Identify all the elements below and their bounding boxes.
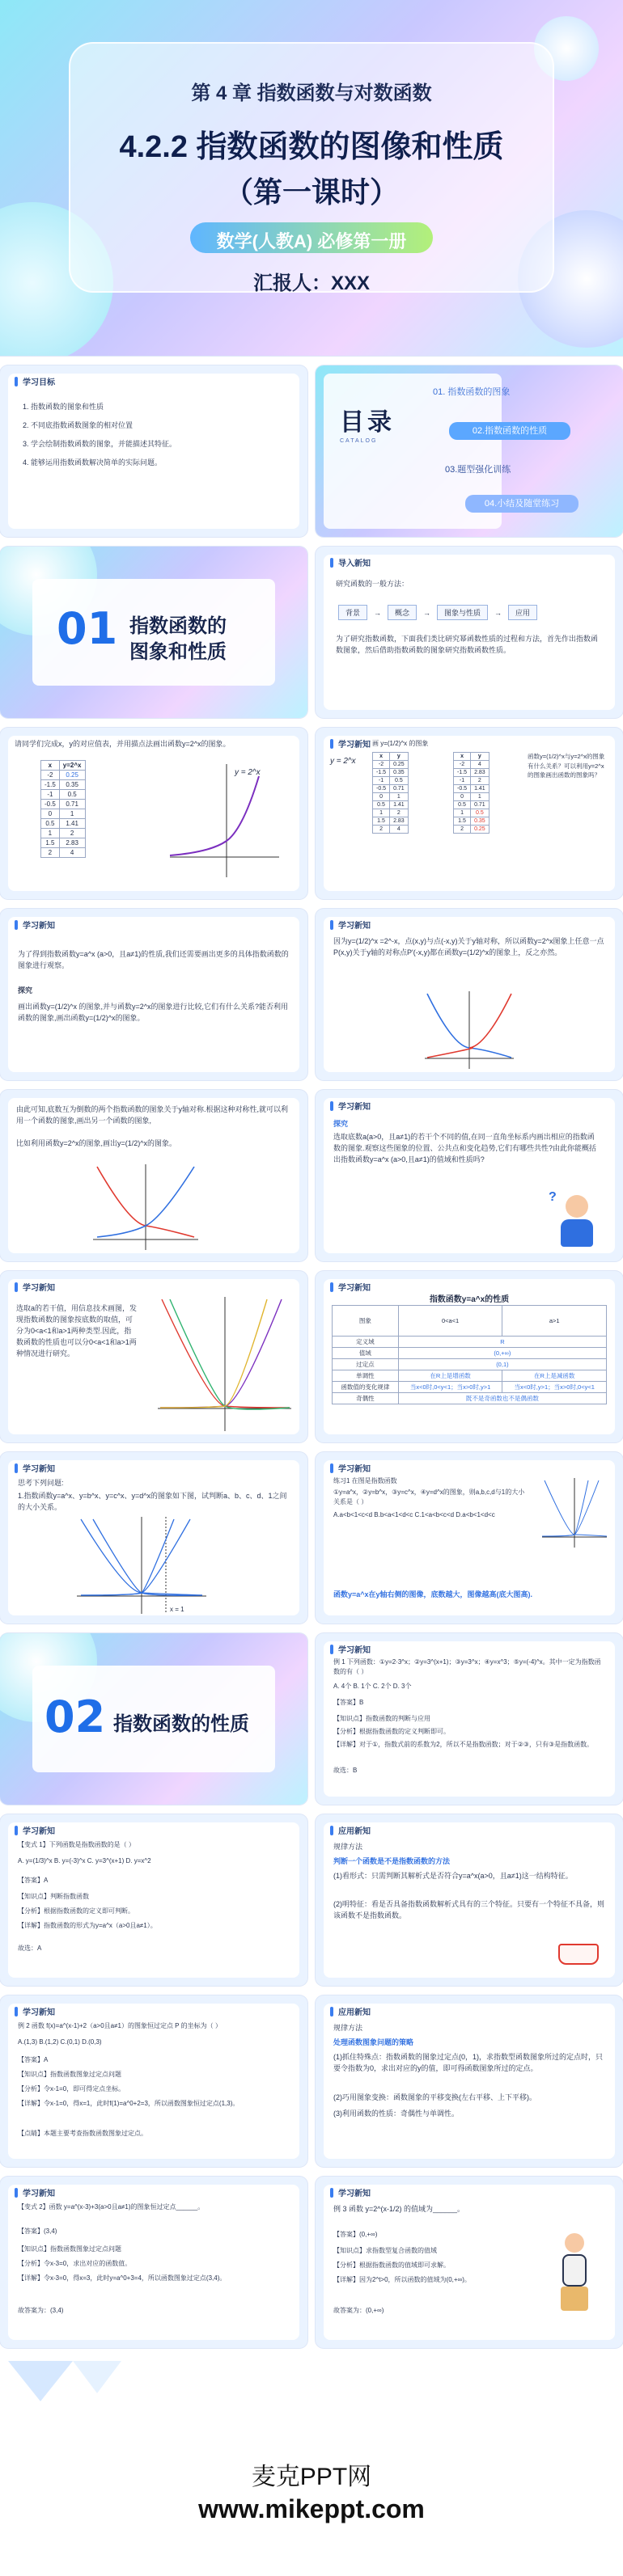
intro-para: 为了研究指数函数，下面我们类比研究幂函数性质的过程和方法，首先作出指数函数图象，然后借助指数函数的图象研究指数函数性质。 [336, 635, 599, 654]
intro-line: 研究函数的一般方法： [336, 580, 409, 588]
cell: 0.5 [41, 819, 60, 829]
heading-text: 应用新知 [338, 1827, 371, 1836]
section-number: 02 [44, 1691, 106, 1742]
slide-heading [15, 918, 55, 931]
cell: 2 [373, 826, 390, 834]
rule2-slide [316, 1995, 623, 2167]
arrow-icon: → [494, 608, 502, 617]
comparison-graph [73, 1515, 210, 1616]
cell: 0.5 [454, 801, 471, 809]
analysis: 【详解】因为2^t>0，所以函数的值域为(0,+∞)。 [333, 2276, 471, 2283]
section-number: 01 [57, 603, 118, 654]
cell: -1.5 [41, 780, 60, 790]
reciprocal-graph [89, 1163, 202, 1252]
cell: (0,1) [398, 1359, 606, 1370]
toc-title: 目录 [340, 409, 395, 436]
slide-heading [330, 1100, 371, 1112]
key-rule: 函数y=a^x在y轴右侧的图像，底数越大，图像越高(底大图高). [333, 1590, 533, 1598]
question: 【变式 2】函数 y=a^(x-3)+3(a>0且a≠1)的图象恒过定点______。 [18, 2203, 205, 2211]
cell: 1.5 [373, 817, 390, 826]
props-title: 指数函数y=a^x的性质 [429, 1295, 510, 1304]
panel [324, 555, 615, 710]
slide-heading [15, 1462, 55, 1474]
left-label: y = 2^x [330, 757, 356, 766]
col-header: x [373, 753, 390, 761]
rule-text: (3)利用函数的性质：奇偶性与单调性。 [333, 2109, 460, 2118]
row-label: 值域 [333, 1348, 399, 1359]
cell: 2.83 [471, 769, 490, 777]
rule-text: (1)看形式：只需判断其解析式是否符合y=a^x(a>0，且a≠1)这一结构特征。 [333, 1872, 573, 1880]
para: 1.指数函数y=a^x、y=b^x、y=c^x、y=d^x的图象如下图，试判断a、b、c、d、1之间的大小关系。 [18, 1492, 287, 1511]
col-header: y [471, 753, 490, 761]
cell: 2 [390, 809, 409, 817]
rule-text: (1)抓住特殊点：指数函数的图象过定点(0，1)，求指数型函数图象所过的定点时，只要令指数为0，求出对应的y的值，即可得函数图象所过的定点。 [333, 2053, 604, 2072]
cell: 在R上是减函数 [502, 1370, 607, 1382]
rule-text: (2)巧用图象变换：函数图象的平移变换(左右平移、上下平移)。 [333, 2093, 536, 2101]
para: 比如利用函数y=2^x的图象,画出y=(1/2)^x的图象。 [16, 1139, 176, 1147]
footer-brand: 麦克PPT网 [251, 2464, 372, 2490]
cell: 1.41 [59, 819, 85, 829]
para: 选取a的若干值，用信息技术画图，发现指数函数的图象按底数的取值，可分为0<a<1和a>1两种类型.因此，指数函数的性质也可以分0<a<1和a>1两种情况进行研究。 [16, 1304, 138, 1358]
heading-text: 学习新知 [338, 922, 371, 931]
section-title: 图象和性质 [129, 641, 227, 663]
book-label: 数学(人教A) 必修第一册 [216, 231, 407, 251]
cell: 1.5 [41, 838, 60, 848]
analysis: 【分析】根据指数函数的定义判断即可。 [333, 1728, 450, 1735]
cell: 1 [373, 809, 390, 817]
new2-slide [316, 909, 623, 1080]
goal-item: 1. 指数函数的图象和性质 [23, 403, 104, 411]
ex3-slide [316, 2177, 623, 2348]
heading-text: 学习新知 [338, 1103, 371, 1112]
slide-heading [15, 1281, 55, 1293]
section-title: 指数函数的性质 [113, 1713, 249, 1735]
analysis: 【详解】令x-1=0，得x=1，此时f(1)=a^0+2=3，所以函数图象恒过定点(1,3)。 [18, 2100, 239, 2107]
cell: 当x<0时,y>1；当x>0时,0<y<1 [502, 1382, 607, 1393]
var2-slide [0, 2177, 307, 2348]
cell: 当x<0时,0<y<1；当x>0时,y>1 [398, 1382, 502, 1393]
analysis: 故选：A [18, 1945, 42, 1952]
col-header: x [454, 753, 471, 761]
slide-heading [330, 918, 371, 931]
heading-text: 学习目标 [23, 378, 55, 387]
analysis: 故答案为：(0,+∞) [333, 2307, 384, 2314]
row-label: 定义域 [333, 1337, 399, 1348]
intro-slide [316, 547, 623, 718]
analysis: 【分析】令x-3=0，求出对应的函数值。 [18, 2260, 132, 2267]
row-label: 图象 [333, 1306, 399, 1337]
question-icon: ? [549, 1190, 557, 1204]
cell: -2 [373, 761, 390, 769]
cell: 2 [41, 848, 60, 858]
analysis: 【知识点】判断指数函数 [18, 1893, 89, 1900]
answer: 【答案】B [333, 1699, 364, 1706]
heading-text: 学习新知 [338, 2190, 371, 2198]
jumping-figure [550, 2233, 599, 2330]
explore-title: 探究 [333, 1120, 349, 1128]
heading-text: 应用新知 [338, 2008, 371, 2017]
analysis: 【详解】指数函数的形式为y=a^x（a>0且a≠1）。 [18, 1922, 157, 1929]
cell: 2 [454, 826, 471, 834]
cell: 2 [471, 777, 490, 785]
heading-text: 学习新知 [338, 741, 371, 750]
cell: 2.83 [59, 838, 85, 848]
cell: 既不是奇函数也不是偶函数 [398, 1393, 606, 1404]
slide-heading [15, 375, 55, 387]
heading-text: 学习新知 [338, 1284, 371, 1293]
cell: 0.35 [471, 817, 490, 826]
slide-heading [15, 1824, 55, 1836]
mid-label: 画 y=(1/2)^x 的图象 [372, 740, 429, 747]
slide-heading [330, 737, 371, 750]
cell: -0.5 [41, 800, 60, 809]
reporter: 汇报人：XXX [252, 272, 371, 294]
para: 画出函数y=(1/2)^x 的图象,并与函数y=2^x的图象进行比较,它们有什么关系?能否利用函数的图象,画出函数y=(1/2)^x的图象。 [18, 1003, 288, 1022]
mini-graph [538, 1476, 611, 1549]
footer-url[interactable]: www.mikeppt.com [198, 2494, 425, 2523]
footer [0, 2361, 623, 2576]
cell: 0.25 [59, 771, 85, 780]
symmetric-graph [421, 990, 518, 1071]
rule-title: 处理函数图象问题的策略 [333, 2038, 414, 2046]
goal-item: 2. 不同底指数函数图象的相对位置 [23, 420, 134, 429]
value-table [40, 760, 86, 858]
goals-slide [0, 365, 307, 537]
rule1-slide [316, 1814, 623, 1986]
section-title: 指数函数的 [129, 615, 227, 637]
value-table-a [372, 752, 409, 834]
heading-text: 学习新知 [23, 1827, 55, 1836]
cell: -2 [41, 771, 60, 780]
cover-slide [0, 0, 623, 356]
slide-heading [330, 1643, 371, 1655]
analysis: 【分析】令x-1=0，即可得定点坐标。 [18, 2085, 125, 2092]
cell: 0<a<1 [398, 1306, 502, 1337]
para: ①y=a^x，②y=b^x，③y=c^x，④y=d^x的图象，则a,b,c,d与1的大小关系是（ ） [333, 1489, 525, 1506]
para: 由此可知,底数互为倒数的两个指数函数的图象关于y轴对称.根据这种对称性,就可以利用一个函数的图象,画出另一个函数的图象, [16, 1105, 289, 1125]
answer: 【答案】A [18, 1877, 49, 1884]
ex1-slide [316, 1633, 623, 1805]
cell: 2 [59, 829, 85, 838]
cell: 0.35 [390, 769, 409, 777]
rule-title: 判断一个函数是不是指数函数的方法 [333, 1857, 451, 1865]
thinking-figure [549, 1190, 595, 1248]
var1-slide [0, 1814, 307, 1986]
answer: 【答案】(3,4) [18, 2228, 57, 2235]
analysis: 故选：B [333, 1767, 358, 1774]
row-label: 函数值的变化规律 [333, 1382, 399, 1393]
observe-slide [0, 1271, 307, 1442]
cell: a>1 [502, 1306, 607, 1337]
cell: 4 [471, 761, 490, 769]
heading-text: 学习新知 [23, 922, 55, 931]
decor-triangle [8, 2361, 73, 2401]
conclude-slide [316, 1452, 623, 1624]
heading-text: 学习新知 [23, 2190, 55, 2198]
cell: 0.5 [59, 790, 85, 800]
props-slide [316, 1271, 623, 1442]
cell: -1 [454, 777, 471, 785]
cell: 0.71 [59, 800, 85, 809]
para: 练习1 在图是指数函数 [333, 1477, 397, 1484]
section1-slide [0, 547, 307, 718]
slide-heading [330, 1462, 371, 1474]
new3-slide [0, 1090, 307, 1261]
cell: 在R上是增函数 [398, 1370, 502, 1382]
question: 例 1 下列函数：①y=2·3^x；②y=3^(x+1)；③y=3^x；④y=x^3；⑤y=(-4)^x。其中一定为指数函数的有（ ） [333, 1658, 601, 1676]
panel [324, 2004, 615, 2159]
row-label: 单调性 [333, 1370, 399, 1382]
toc-item[interactable]: 02.指数函数的性质 [449, 422, 570, 440]
arrow-icon: → [374, 608, 382, 617]
analysis: 【知识点】指数函数图象过定点问题 [18, 2245, 121, 2253]
col-header: x [41, 761, 60, 771]
cell: 0.5 [471, 809, 490, 817]
flow-step: 概念 [388, 605, 417, 620]
flow-step: 图象与性质 [437, 605, 488, 620]
col-header: y=2^x [59, 761, 85, 771]
cell: -0.5 [373, 785, 390, 793]
slide-heading [330, 1281, 371, 1293]
compare-slide [316, 728, 623, 899]
analysis: 【点睛】本题主要考查指数函数图象过定点。 [18, 2130, 147, 2137]
row-label: 过定点 [333, 1359, 399, 1370]
cell: 1 [454, 809, 471, 817]
flow-step: 背景 [338, 605, 367, 620]
heading-text: 学习新知 [23, 1465, 55, 1474]
analysis: 【详解】令x-3=0，得x=3，此时y=a^0+3=4，所以函数图象过定点(3,4)。 [18, 2274, 227, 2282]
options: A.a<b<1<c<d B.b<a<1<d<c C.1<a<b<c<d D.a<b<1<d<c [333, 1511, 495, 1518]
toc-item[interactable]: 03.题型强化训练 [445, 465, 511, 475]
heading-text: 学习新知 [338, 1646, 371, 1655]
slide-heading [330, 2005, 371, 2017]
cell: R [398, 1337, 606, 1348]
question: 【变式 1】下列函数是指数函数的是（ ） [18, 1841, 135, 1848]
cell: 1 [41, 829, 60, 838]
cell: 1 [59, 809, 85, 819]
cell: 0 [454, 793, 471, 801]
rule-label: 规律方法 [333, 1843, 363, 1851]
cell: -1.5 [454, 769, 471, 777]
question: 例 3 函数 y=2^(x-1/2) 的值域为______。 [333, 2205, 465, 2213]
toc-slide [316, 365, 623, 537]
analysis: 故答案为：(3,4) [18, 2307, 64, 2314]
task-text: 请同学们完成x，y的对应值表，并用描点法画出函数y=2^x的图象。 [15, 740, 231, 748]
x-line-label: x = 1 [170, 1606, 184, 1613]
answer: 【答案】(0,+∞) [333, 2231, 378, 2238]
heading-text: 学习新知 [338, 1465, 371, 1474]
cell: 0.35 [59, 780, 85, 790]
para: 因为y=(1/2)^x =2^-x，点(x,y)与点(-x,y)关于y轴对称，所以函数y=2^x图象上任意一点P(x,y)关于y轴的对称点P'(-x,y)都在函数y=(1/2)^x的图象上，反之亦然。 [333, 937, 604, 956]
analysis: 【知识点】指数函数的判断与应用 [333, 1715, 430, 1722]
rule-label: 规律方法 [333, 2024, 363, 2032]
lesson-title: 4.2.2 指数函数的图像和性质 [119, 130, 504, 164]
toc-sub: CATALOG [340, 438, 378, 444]
decor-triangle [73, 2361, 121, 2393]
heading-text: 学习新知 [23, 2008, 55, 2017]
think-slide [0, 1452, 307, 1624]
cell: -2 [454, 761, 471, 769]
slide-heading [330, 1824, 371, 1836]
value-table-b [453, 752, 490, 834]
answer: 【答案】A [18, 2056, 49, 2063]
para-title: 探究 [18, 986, 33, 995]
compare-note: 函数y=(1/2)^x与y=2^x的图象有什么关系？可以利用y=2^x的图象画出函数的图象吗？ [528, 753, 605, 779]
cell: 1 [390, 793, 409, 801]
analysis: 【分析】根据指数函数的值域即可求解。 [333, 2261, 450, 2269]
analysis: 【知识点】指数函数图象过定点问题 [18, 2071, 121, 2078]
cell: -1 [41, 790, 60, 800]
row-label: 奇偶性 [333, 1393, 399, 1404]
heading-text: 导入新知 [338, 560, 371, 568]
cell: 4 [59, 848, 85, 858]
cell: 0 [373, 793, 390, 801]
cell: 1 [471, 793, 490, 801]
cell: 2.83 [390, 817, 409, 826]
section2-slide [0, 1633, 307, 1805]
heading-text: 学习新知 [23, 1284, 55, 1293]
cell: -0.5 [454, 785, 471, 793]
book-icon [558, 1944, 599, 1965]
para: 为了得到指数函数y=a^x (a>0，且a≠1)的性质,我们还需要画出更多的具体指数函数的图象进行观察。 [18, 950, 289, 969]
rule-text: (2)明特征：看是否具备指数函数解析式具有的三个特征。只要有一个特征不具备，则该函数不是指数函数。 [333, 1900, 605, 1919]
cell: 0.25 [390, 761, 409, 769]
analysis: 【分析】根据指数函数的定义即可判断。 [18, 1907, 134, 1915]
cell: 4 [390, 826, 409, 834]
arrow-icon: → [423, 608, 431, 617]
slide-heading [330, 556, 371, 568]
options: A.(1,3) B.(1,2) C.(0,1) D.(0,3) [18, 2038, 102, 2046]
cell: 0.5 [373, 801, 390, 809]
question: 例 2 函数 f(x)=a^(x-1)+2（a>0且a≠1）的图象恒过定点 P 的坐标为（ ） [18, 2022, 222, 2029]
toc-item[interactable]: 04.小结及随堂练习 [465, 495, 578, 513]
curve-label: y = 2^x [235, 768, 261, 777]
flow-chart [338, 605, 537, 620]
table-slide [0, 728, 307, 899]
chapter-title: 第 4 章 指数函数与对数函数 [191, 82, 432, 104]
goal-list [23, 402, 290, 469]
cell: 1.41 [390, 801, 409, 809]
cell: -1 [373, 777, 390, 785]
cell: 0.71 [390, 785, 409, 793]
cell: -1.5 [373, 769, 390, 777]
para: 选取底数a(a>0，且a≠1)的若干个不同的值,在同一直角坐标系内画出相应的指数函数的图象.观察这些图象的位置、公共点和变化趋势,它们有哪些共性?由此你能概括出指数函数y=a^x (a>0,且a≠1)的值域和性质吗? [333, 1133, 597, 1163]
cell: (0,+∞) [398, 1348, 606, 1359]
goal-item: 3. 学会绘制指数函数的图象，并能描述其特征。 [23, 439, 177, 448]
slide-heading [15, 2186, 55, 2198]
session-title: （第一课时） [223, 175, 399, 209]
cell: 1.5 [454, 817, 471, 826]
panel [8, 917, 299, 1072]
cell: 0.71 [471, 801, 490, 809]
cell: 0.5 [390, 777, 409, 785]
cell: 0 [41, 809, 60, 819]
slide-heading [330, 2186, 371, 2198]
explore-slide [316, 1090, 623, 1261]
family-graph [154, 1295, 295, 1433]
slide-heading [15, 2005, 55, 2017]
analysis: 【知识点】求指数型复合函数的值域 [333, 2247, 437, 2254]
cell: 0.25 [471, 826, 490, 834]
options: A. 4个 B. 1个 C. 2个 D. 3个 [333, 1683, 412, 1690]
cell: 1.41 [471, 785, 490, 793]
toc-item[interactable]: 01. 指数函数的图象 [433, 387, 511, 397]
analysis: 【详解】对于①，指数式前的系数为2，所以不是指数函数；对于②③，只有③是指数函数。 [333, 1741, 594, 1748]
goal-item: 4. 能够运用指数函数解决简单的实际问题。 [23, 458, 163, 467]
col-header: y [390, 753, 409, 761]
flow-step: 应用 [508, 605, 537, 620]
ex2-slide [0, 1995, 307, 2167]
new1-slide [0, 909, 307, 1080]
para: 思考下列问题: [18, 1479, 64, 1487]
props-table [332, 1305, 607, 1404]
exp-graph [162, 760, 283, 881]
options: A. y=(1/3)^x B. y=(-3)^x C. y=3^(x+1) D. y=x^2 [18, 1857, 151, 1864]
